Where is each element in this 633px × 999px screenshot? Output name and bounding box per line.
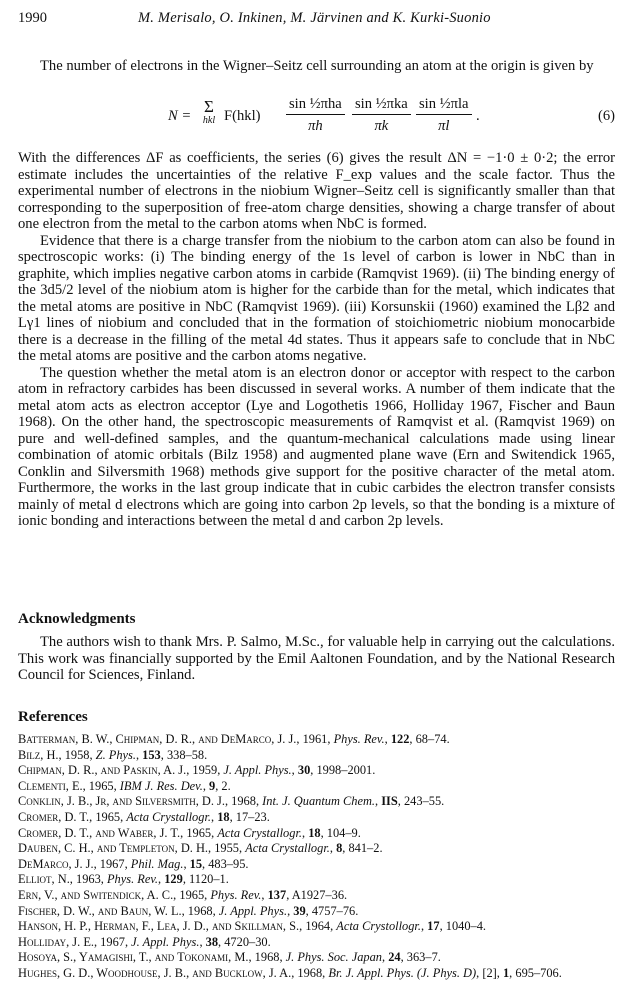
- reference-volume: 17: [427, 919, 440, 934]
- fraction-l: [416, 96, 472, 135]
- intro-text: The number of electrons in the Wigner–Seitz cell surrounding an atom at the origin is given by: [40, 58, 594, 74]
- reference-pages: , 338–58.: [160, 747, 208, 762]
- reference-item: Dauben, C. H., and Templeton, D. H., 1955, Acta Crystallogr., 8, 841–2.: [18, 841, 383, 856]
- reference-authors: Ern, V., and Switendick, A. C., 1965,: [18, 887, 211, 902]
- reference-volume: 38: [205, 934, 219, 949]
- paragraph-spectroscopic-evidence: Evidence that there is a charge transfer from the niobium to the carbon atom can also be found in spectroscopic works: (i) The binding energy of the 1s level of carbon is lower in NbC than in graphite, which implies negative carbon atoms in carbide (Ramqvist 1969). (ii) The binding energy of the 3d5/2 level of the niobium atom is higher for the carbide than for the metal, which indicates that the metal atoms are positive in NbC (Ramqvist 1969). (iii) Korsunskii (1960) examined the Lβ2 and Lγ1 lines of niobium and concluded that in the formation of stoichiometric niobium monocarbide there is a decrease in the filling of the metal 4d states. Thus it appears safe to conclude that in NbC the metal atoms are positive and the carbon atoms negative.: [18, 232, 615, 364]
- reference-authors: Clementi, E., 1965,: [18, 778, 120, 793]
- reference-journal: IBM J. Res. Dev.: [119, 778, 203, 793]
- reference-item: Ern, V., and Switendick, A. C., 1965, Phys. Rev., 137, A1927–36.: [18, 887, 348, 902]
- reference-item: Chipman, D. R., and Paskin, A. J., 1959, J. Appl. Phys., 30, 1998–2001.: [18, 763, 376, 778]
- reference-journal: J. Appl. Phys.: [131, 934, 200, 949]
- reference-pages: , 483–95.: [202, 856, 249, 871]
- reference-journal: Int. J. Quantum Chem.: [262, 794, 376, 809]
- reference-volume: 15: [189, 856, 203, 871]
- fraction-h-numerator: sin ½πha: [286, 96, 345, 115]
- reference-pages: , 363–7.: [400, 950, 441, 965]
- reference-pages: , 4720–30.: [218, 934, 271, 949]
- reference-journal: Br. J. Appl. Phys. (J. Phys. D): [328, 965, 477, 980]
- reference-item: DeMarco, J. J., 1967, Phil. Mag., 15, 483–95.: [18, 856, 249, 871]
- summation-sign: [196, 98, 222, 126]
- reference-volume: 30: [297, 763, 311, 778]
- reference-volume: 18: [308, 825, 321, 840]
- acknowledgments-section: [18, 634, 615, 684]
- acknowledgments-text: The authors wish to thank Mrs. P. Salmo, M.Sc., for valuable help in carrying out the calculations. This work was financially supported by the Emil Aaltonen Foundation, and by the National Research Council for Sciences, Finland.: [18, 634, 615, 683]
- reference-pages: , 1998–2001.: [310, 763, 376, 778]
- equation-6: [18, 96, 615, 138]
- reference-authors: Dauben, C. H., and Templeton, D. H., 1955,: [18, 841, 246, 856]
- reference-item: Bilz, H., 1958, Z. Phys., 153, 338–58.: [18, 747, 208, 762]
- reference-item: Cromer, D. T., 1965, Acta Crystallogr., 18, 17–23.: [18, 809, 270, 824]
- intro-paragraph: [18, 58, 615, 75]
- fraction-k: [352, 96, 411, 135]
- fraction-h-denominator: πh: [308, 118, 323, 134]
- reference-authors: Conklin, J. B., Jr, and Silversmith, D. J., 1968,: [18, 794, 263, 809]
- reference-authors: Elliot, N., 1963,: [18, 872, 107, 887]
- reference-item: Fischer, D. W., and Baun, W. L., 1968, J. Appl. Phys., 39, 4757–76.: [18, 903, 359, 918]
- running-header: [18, 10, 615, 30]
- reference-item: Hosoya, S., Yamagishi, T., and Tokonami, M., 1968, J. Phys. Soc. Japan, 24, 363–7.: [18, 950, 441, 965]
- reference-journal: Acta Crystallogr.: [217, 825, 302, 840]
- reference-authors: Hosoya, S., Yamagishi, T., and Tokonami, M., 1968,: [18, 950, 286, 965]
- fraction-k-denominator: πk: [374, 118, 389, 134]
- reference-item: Conklin, J. B., Jr, and Silversmith, D. J., 1968, Int. J. Quantum Chem., IIS, 243–55.: [18, 794, 445, 809]
- reference-pages: , A1927–36.: [286, 887, 348, 902]
- reference-authors: Batterman, B. W., Chipman, D. R., and DeMarco, J. J., 1961,: [18, 732, 334, 746]
- reference-journal: Z. Phys.: [95, 747, 136, 762]
- reference-journal: Phys. Rev.: [106, 872, 159, 887]
- fraction-l-numerator: sin ½πla: [416, 96, 472, 115]
- equation-number: (6): [597, 108, 615, 124]
- reference-journal: Phys. Rev.: [333, 732, 385, 746]
- reference-pages: , 841–2.: [342, 841, 383, 856]
- paragraph-donor-acceptor: The question whether the metal atom is an electron donor or acceptor with respect to the carbon atom in refractory carbides has been discussed in several works. A number of them indicate that the metal atom acts as electron acceptor (Lye and Logothetis 1966, Holliday 1967, Fischer and Baun 1968). On the other hand, the spectroscopic measurements of Ramqvist et al. (Ramqvist 1969) on pure and well-defined samples, and the quantum-mechanical calculations made using linear combination of atomic orbitals (Bilz 1958) and augmented plane wave (Ern and Switendick 1965, Conklin and Silversmith 1968) methods give support for the positive character of the metal atom. Furthermore, the works in the last group indicate that in cubic carbides the electron transfer consists mainly of metal d electrons which are going into carbon 2p levels, so that the bonding is a mixture of ionic bonding and interactions between the metal d and carbon 2p levels.: [18, 364, 615, 529]
- sum-index: hkl: [202, 115, 216, 126]
- reference-volume: 122: [390, 732, 410, 746]
- reference-authors: Hanson, H. P., Herman, F., Lea, J. D., and Skillman, S., 1964,: [18, 919, 337, 934]
- reference-journal: Phil. Mag.: [130, 856, 184, 871]
- main-text: [18, 150, 615, 530]
- reference-journal: Acta Crystallogr.: [245, 841, 330, 856]
- reference-authors: Fischer, D. W., and Baun, W. L., 1968,: [18, 903, 219, 918]
- reference-item: Holliday, J. E., 1967, J. Appl. Phys., 38, 4720–30.: [18, 934, 271, 949]
- reference-journal: Acta Crystallogr.: [126, 809, 211, 824]
- structure-factor: F(hkl): [224, 108, 261, 124]
- reference-pages: , 243–55.: [397, 794, 445, 809]
- reference-pages: , 17–23.: [229, 809, 270, 824]
- reference-pages: , 2.: [215, 778, 231, 793]
- reference-item: Batterman, B. W., Chipman, D. R., and DeMarco, J. J., 1961, Phys. Rev., 122, 68–74.: [18, 732, 450, 746]
- reference-volume: 9: [209, 778, 216, 793]
- reference-item: Hanson, H. P., Herman, F., Lea, J. D., and Skillman, S., 1964, Acta Crystollogr., 17, 1040–4.: [18, 919, 487, 934]
- fraction-k-numerator: sin ½πka: [352, 96, 411, 115]
- reference-journal: J. Phys. Soc. Japan: [285, 950, 382, 965]
- reference-journal: J. Appl. Phys.: [218, 903, 288, 918]
- sigma-symbol: Σ: [204, 97, 214, 116]
- reference-authors: Chipman, D. R., and Paskin, A. J., 1959,: [18, 763, 224, 778]
- reference-item: Cromer, D. T., and Waber, J. T., 1965, Acta Crystallogr., 18, 104–9.: [18, 825, 361, 840]
- reference-authors: Bilz, H., 1958,: [18, 747, 96, 762]
- reference-authors: Holliday, J. E., 1967,: [18, 934, 132, 949]
- reference-item: Clementi, E., 1965, IBM J. Res. Dev., 9, 2.: [18, 778, 231, 793]
- reference-journal: Acta Crystollogr.: [336, 919, 421, 934]
- reference-volume: 137: [267, 887, 287, 902]
- reference-volume: 39: [293, 903, 306, 918]
- equation-lhs: N =: [168, 108, 192, 124]
- reference-item: [18, 966, 615, 982]
- reference-volume: 24: [388, 950, 401, 965]
- reference-volume: 1: [502, 965, 510, 980]
- running-authors: M. Merisalo, O. Inkinen, M. Järvinen and K. Kurki-Suonio: [138, 10, 491, 26]
- fraction-h: [286, 96, 345, 135]
- reference-volume: IIS: [381, 794, 398, 809]
- page-number: 1990: [18, 10, 47, 26]
- paragraph-charge-result: With the differences ΔF as coefficients, the series (6) gives the result ΔN = −1·0 ± 0·2; the error estimate includes the uncertainties of the relative F_exp values and the scale factor. Thus the experimental number of electrons in the niobium Wigner–Seitz cell is significantly smaller than that corresponding to the superposition of free-atom charge densities, showing a charge transfer of about one electron from the metal to the carbon atoms when NbC is formed.: [18, 150, 615, 232]
- reference-authors: Hughes, G. D., Woodhouse, J. B., and Bucklow, J. A., 1968,: [18, 965, 329, 980]
- reference-authors: Cromer, D. T., and Waber, J. T., 1965,: [18, 825, 218, 840]
- acknowledgments-heading: Acknowledgments: [18, 611, 136, 627]
- reference-volume: 153: [142, 747, 161, 762]
- reference-pages: , 68–74.: [409, 732, 450, 746]
- reference-volume: 8: [336, 841, 343, 856]
- reference-series: , [2],: [476, 965, 503, 980]
- reference-authors: Cromer, D. T., 1965,: [18, 809, 127, 824]
- reference-pages: , 695–706.: [509, 965, 562, 980]
- reference-item: Elliot, N., 1963, Phys. Rev., 129, 1120–1.: [18, 872, 229, 887]
- reference-journal: J. Appl. Phys.: [223, 763, 292, 778]
- reference-journal: Phys. Rev.: [210, 887, 262, 902]
- reference-pages: , 104–9.: [320, 825, 361, 840]
- reference-volume: 129: [164, 872, 183, 887]
- reference-volume: 18: [217, 809, 230, 824]
- reference-list: [18, 732, 615, 982]
- reference-pages: , 1040–4.: [439, 919, 487, 934]
- reference-pages: , 1120–1.: [182, 872, 229, 887]
- equation-period: .: [476, 108, 480, 124]
- reference-authors: DeMarco, J. J., 1967,: [18, 856, 131, 871]
- reference-pages: , 4757–76.: [305, 903, 359, 918]
- fraction-l-denominator: πl: [438, 118, 450, 134]
- references-heading: References: [18, 709, 88, 725]
